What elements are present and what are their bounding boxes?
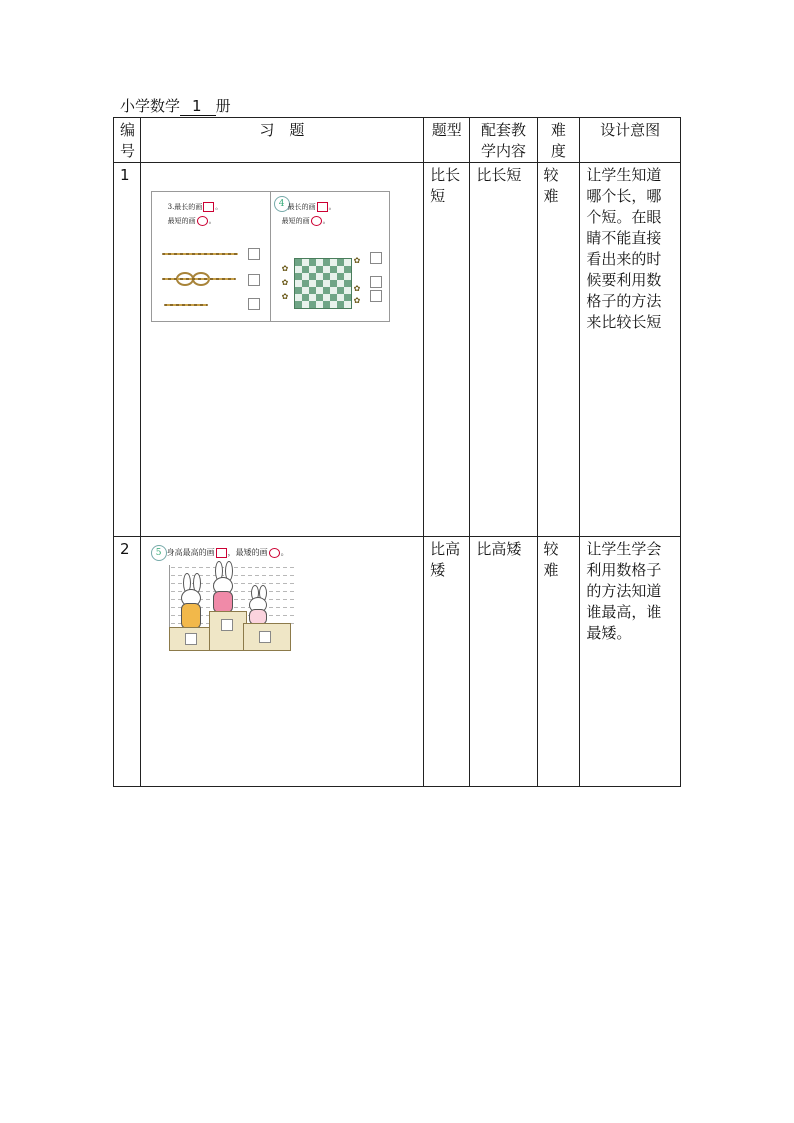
row-number: 1 — [114, 163, 141, 537]
q4-line1: 最长的画 。 — [287, 203, 336, 211]
row-content: 比长短 — [470, 163, 537, 537]
answer-box[interactable] — [248, 274, 260, 286]
bunny-left-body — [181, 603, 201, 629]
document-title — [120, 96, 231, 116]
guide-line — [171, 567, 295, 568]
worm-icon: ✿ — [353, 296, 361, 305]
q5-number-badge: 5 — [151, 545, 167, 561]
answer-box[interactable] — [185, 633, 197, 645]
worm-icon: ✿ — [281, 292, 289, 301]
title-suffix: 册 — [215, 97, 231, 115]
header-content: 配套教学内容 — [470, 118, 537, 163]
rope-curly — [162, 278, 236, 280]
bunny-middle-body — [213, 591, 233, 613]
answer-box[interactable] — [248, 298, 260, 310]
row-difficulty: 较难 — [537, 537, 580, 787]
row-content: 比高矮 — [470, 537, 537, 787]
answer-box[interactable] — [221, 619, 233, 631]
q4-line2: 最短的画 。 — [281, 217, 330, 225]
row-number: 2 — [114, 537, 141, 787]
volume-number: 1 — [180, 97, 216, 116]
row-type: 比长短 — [424, 163, 470, 537]
answer-box[interactable] — [370, 276, 382, 288]
rope-short — [164, 304, 208, 306]
header-number: 编号 — [114, 118, 141, 163]
table-row — [114, 537, 681, 787]
row-intent: 让学生学会利用数格子的方法知道谁最高，谁最矮。 — [580, 537, 681, 787]
row-difficulty: 较难 — [537, 163, 580, 537]
worm-icon: ✿ — [281, 264, 289, 273]
rope-long — [162, 253, 238, 255]
exercise-image-compare-length — [151, 191, 390, 322]
exercise-image-compare-height — [145, 541, 325, 657]
worm-icon: ✿ — [353, 284, 361, 293]
answer-box[interactable] — [248, 248, 260, 260]
podium-middle — [209, 611, 247, 651]
answer-box[interactable] — [370, 290, 382, 302]
row-type: 比高矮 — [424, 537, 470, 787]
exercise-cell — [140, 163, 424, 537]
title-prefix: 小学数学 — [120, 97, 181, 115]
panel-divider — [270, 192, 271, 321]
worm-icon: ✿ — [281, 278, 289, 287]
answer-box[interactable] — [370, 252, 382, 264]
exercise-table — [113, 117, 681, 787]
q5-text: 身高最高的画 ，最矮的画 。 — [166, 548, 289, 557]
q3-line1: 3.最长的画 。 — [167, 203, 223, 211]
exercise-cell — [140, 537, 424, 787]
q4-number-badge: 4 — [274, 196, 290, 212]
q3-line2: 最短的画 。 — [167, 217, 216, 225]
scale-axis — [169, 565, 170, 631]
table-header-row — [114, 118, 681, 163]
worm-icon: ✿ — [353, 256, 361, 265]
header-type: 题型 — [424, 118, 470, 163]
header-exercise: 习 题 — [140, 118, 424, 163]
row-intent: 让学生知道哪个长，哪个短。在眼睛不能直接看出来的时候要利用数格子的方法来比较长短 — [580, 163, 681, 537]
checker-grid — [294, 258, 352, 309]
header-difficulty: 难度 — [537, 118, 580, 163]
header-intent: 设计意图 — [580, 118, 681, 163]
table-row — [114, 163, 681, 537]
answer-box[interactable] — [259, 631, 271, 643]
